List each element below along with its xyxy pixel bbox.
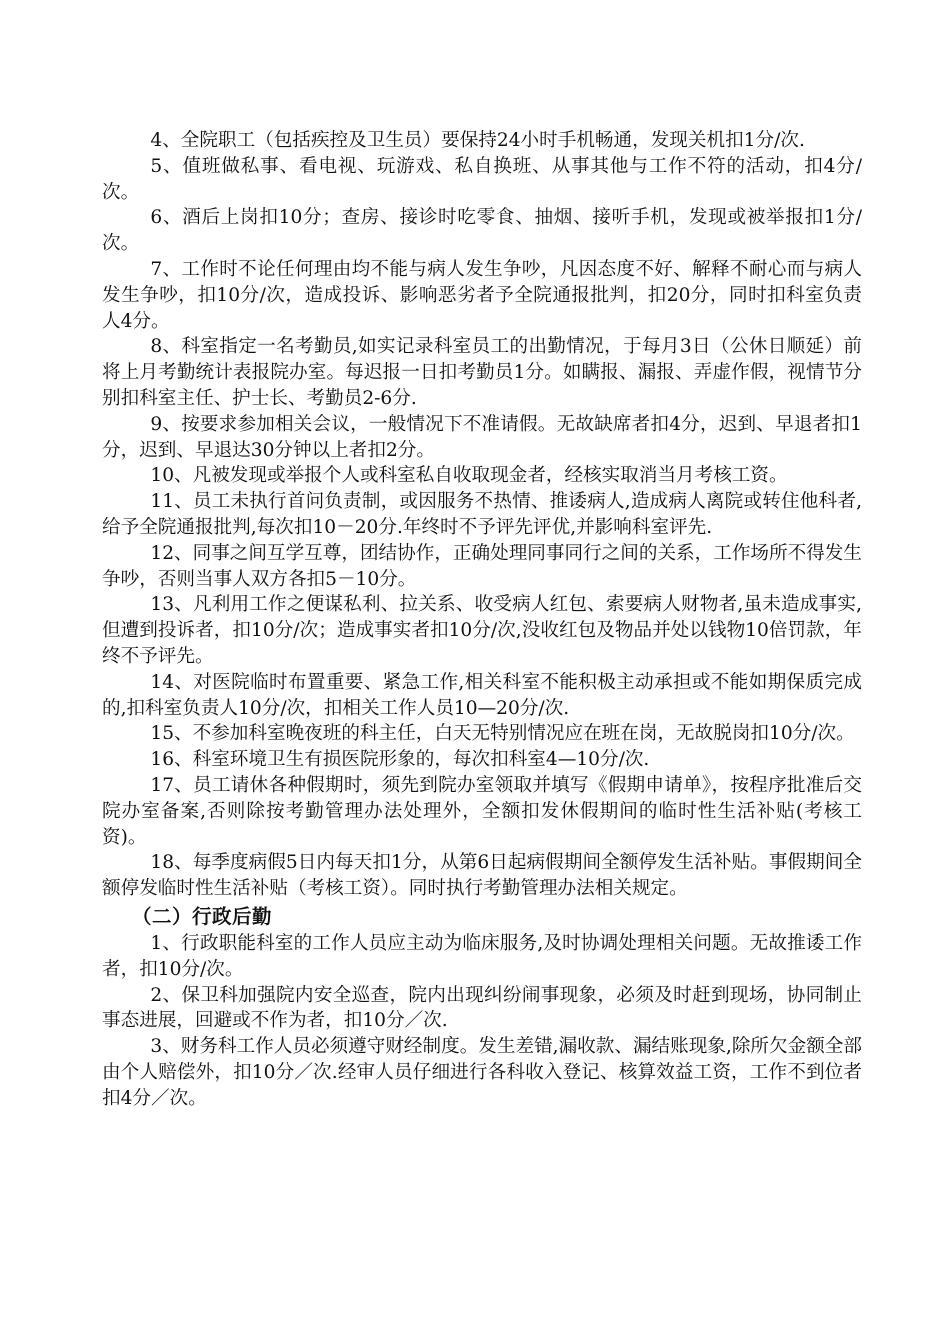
admin-rule-paragraph-3: 3、财务科工作人员必须遵守财经制度。发生差错,漏收款、漏结账现象,除所欠金额全部由个人赔偿外，扣10分／次.经审人员仔细进行各科收入登记、核算效益工资，工作不到位者扣4分／次。 — [102, 1036, 862, 1109]
admin-rule-paragraph-1: 1、行政职能科室的工作人员应主动为临床服务,及时协调处理相关问题。无故推诿工作者，扣10分/次。 — [102, 932, 862, 980]
rule-paragraph-13: 13、凡利用工作之便谋私利、拉关系、收受病人红包、索要病人财物者,虽未造成事实,但遭到投诉者，扣10分/次；造成事实者扣10分/次,没收红包及物品并处以钱物10倍罚款，年终不予评先。 — [102, 594, 862, 667]
rule-paragraph-12: 12、同事之间互学互尊，团结协作，正确处理同事同行之间的关系，工作场所不得发生争吵，否则当事人双方各扣5－10分。 — [102, 542, 862, 590]
rule-paragraph-5: 5、值班做私事、看电视、玩游戏、私自换班、从事其他与工作不符的活动，扣4分/次。 — [102, 155, 862, 203]
section-heading: （二）行政后勤 — [132, 904, 273, 928]
rule-paragraph-18: 18、每季度病假5日内每天扣1分，从第6日起病假期间全额停发生活补贴。事假期间全额停发临时性生活补贴（考核工资）。同时执行考勤管理办法相关规定。 — [102, 852, 862, 900]
rule-paragraph-4: 4、全院职工（包括疾控及卫生员）要保持24小时手机畅通，发现关机扣1分/次. — [150, 130, 805, 151]
rule-paragraph-8: 8、科室指定一名考勤员,如实记录科室员工的出勤情况，于每月3日（公休日顺延）前将上月考勤统计表报院办室。每迟报一日扣考勤员1分。如瞒报、漏报、弄虚作假，视情节分别扣科室主任、护士长、考勤员2-6分. — [102, 336, 862, 409]
rule-paragraph-9: 9、按要求参加相关会议，一般情况下不准请假。无故缺席者扣4分，迟到、早退者扣1分，迟到、早退达30分钟以上者扣2分。 — [102, 413, 862, 461]
rule-paragraph-7: 7、工作时不论任何理由均不能与病人发生争吵，凡因态度不好、解释不耐心而与病人发生争吵，扣10分/次，造成投诉、影响恶劣者予全院通报批判，扣20分，同时扣科室负责人4分。 — [102, 258, 862, 332]
rule-paragraph-17: 17、员工请休各种假期时，须先到院办室领取并填写《假期申请单》，按程序批准后交院办室备案,否则除按考勤管理办法处理外，全额扣发休假期间的临时性生活补贴(考核工资)。 — [102, 774, 862, 848]
rule-paragraph-6: 6、酒后上岗扣10分；查房、接诊时吃零食、抽烟、接听手机，发现或被举报扣1分/次。 — [102, 207, 862, 255]
document-body — [102, 128, 862, 1111]
rule-paragraph-11: 11、员工未执行首问负责制，或因服务不热情、推诿病人,造成病人离院或转住他科者,给予全院通报批判,每次扣10－20分.年终时不予评先评优,并影响科室评先. — [102, 491, 862, 538]
rule-paragraph-10: 10、凡被发现或举报个人或科室私自收取现金者，经核实取消当月考核工资。 — [150, 465, 788, 487]
rule-paragraph-14: 14、对医院临时布置重要、紧急工作,相关科室不能积极主动承担或不能如期保质完成的,扣科室负责人10分/次，扣相关工作人员10—20分/次. — [102, 671, 862, 719]
rule-paragraph-16: 16、科室环境卫生有损医院形象的，每次扣科室4—10分/次. — [150, 749, 650, 771]
rule-paragraph-15: 15、不参加科室晚夜班的科主任，白天无特别情况应在班在岗，无故脱岗扣10分/次。 — [150, 723, 855, 745]
admin-rule-paragraph-2: 2、保卫科加强院内安全巡查，院内出现纠纷闹事现象，必须及时赶到现场，协同制止事态进展，回避或不作为者，扣10分／次. — [102, 984, 862, 1032]
